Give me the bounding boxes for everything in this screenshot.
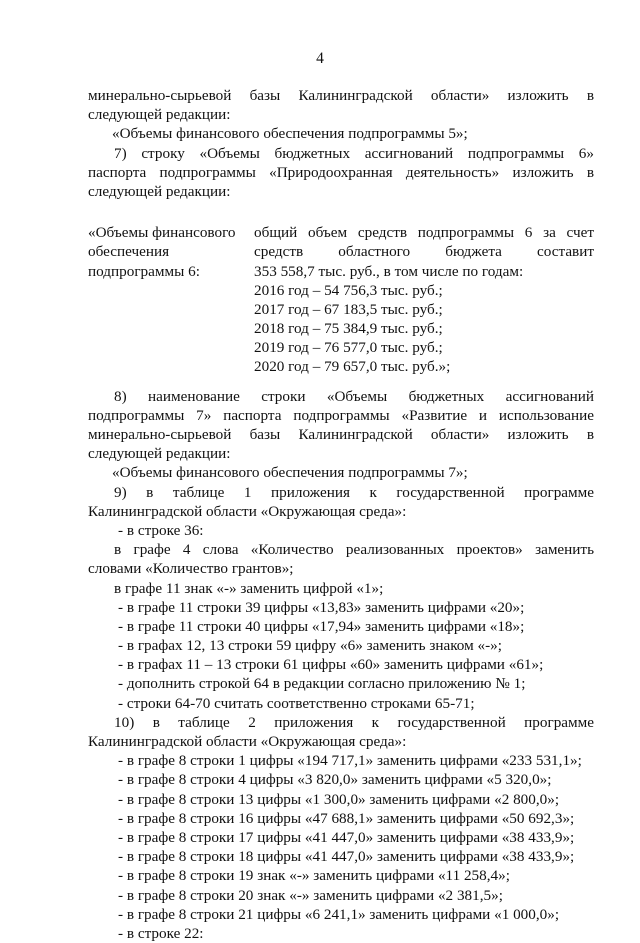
text-line: - в графах 11 – 13 строки 61 цифры «60» заменить цифрами «61»; — [118, 656, 544, 674]
table-value-line: 2018 год – 75 384,9 тыс. руб.; — [254, 320, 443, 338]
text-line: - в графе 11 строки 39 цифры «13,83» заменить цифрами «20»; — [118, 598, 525, 616]
text-line: Калининградской области «Окружающая среда»: — [88, 502, 407, 520]
text-line: - дополнить строкой 64 в редакции согласно приложению № 1; — [118, 675, 526, 693]
table-value-line: 353 558,7 тыс. руб., в том числе по годам: — [254, 262, 524, 280]
text-line: 7) строку «Объемы бюджетных ассигнований подпрограммы 6» — [114, 144, 594, 162]
table-value-line: 2016 год – 54 756,3 тыс. руб.; — [254, 281, 443, 299]
text-line: минерально-сырьевой базы Калининградской области» изложить в — [88, 426, 594, 443]
amendment-block-top — [88, 86, 594, 201]
text-line: - в графе 8 строки 18 цифры «41 447,0» заменить цифрами «38 433,9»; — [118, 848, 575, 866]
text-line: словами «Количество грантов»; — [88, 560, 294, 578]
text-line: - в графах 12, 13 строки 59 цифру «6» заменить знаком «-»; — [118, 637, 502, 655]
text-line: минерально-сырьевой базы Калининградской области» изложить в — [88, 87, 594, 104]
text-line: - в графе 8 строки 1 цифры «194 717,1» заменить цифрами «233 531,1»; — [118, 752, 582, 770]
table-value-line: 2020 год – 79 657,0 тыс. руб.»; — [254, 358, 451, 376]
passport-table-label-cell — [88, 223, 254, 377]
text-line: «Объемы финансового обеспечения подпрограммы 7»; — [112, 464, 468, 482]
text-line: паспорта подпрограммы «Природоохранная деятельность» изложить в — [88, 163, 594, 181]
document-body — [88, 86, 594, 943]
text-line: 10) в таблице 2 приложения к государственной программе — [114, 713, 594, 731]
table-value-line: 2019 год – 76 577,0 тыс. руб.; — [254, 339, 443, 357]
table-label-line: подпрограммы 6: — [88, 262, 200, 280]
text-line: - в графе 8 строки 19 знак «-» заменить цифрами «11 258,4»; — [118, 867, 510, 885]
text-line: - в графе 8 строки 4 цифры «3 820,0» заменить цифрами «5 320,0»; — [118, 771, 552, 789]
text-line: следующей редакции: — [88, 106, 231, 124]
text-line: следующей редакции: — [88, 445, 231, 463]
text-line: - в строке 36: — [118, 521, 204, 539]
table-label-line: «Объемы финансового — [88, 224, 236, 242]
passport-table — [88, 223, 594, 377]
table-value-line: средств областного бюджета составит — [254, 243, 594, 261]
text-line: 9) в таблице 1 приложения к государственной программе — [114, 483, 594, 501]
text-line: - в строке 22: — [118, 924, 204, 942]
page-number: 4 — [316, 50, 324, 67]
text-line: следующей редакции: — [88, 182, 231, 200]
text-line: подпрограммы 7» паспорта подпрограммы «Развитие и использование — [88, 406, 594, 424]
text-line: «Объемы финансового обеспечения подпрограммы 5»; — [112, 125, 468, 143]
text-line: в графе 4 слова «Количество реализованных проектов» заменить — [114, 541, 594, 559]
table-value-line: 2017 год – 67 183,5 тыс. руб.; — [254, 300, 443, 318]
table-value-line: общий объем средств подпрограммы 6 за счет — [254, 224, 594, 242]
text-line: - в графе 8 строки 17 цифры «41 447,0» заменить цифрами «38 433,9»; — [118, 828, 575, 846]
text-line: - в графе 8 строки 16 цифры «47 688,1» заменить цифрами «50 692,3»; — [118, 809, 575, 827]
amendment-block-bottom — [88, 387, 594, 943]
table-label-line: обеспечения — [88, 243, 170, 261]
text-line: в графе 11 знак «-» заменить цифрой «1»; — [114, 579, 384, 597]
text-line: - строки 64-70 считать соответственно строками 65-71; — [118, 694, 475, 712]
spacer — [88, 201, 594, 223]
text-line: 8) наименование строки «Объемы бюджетных ассигнований — [114, 387, 594, 405]
text-line: - в графе 11 строки 40 цифры «17,94» заменить цифрами «18»; — [118, 617, 525, 635]
text-line: - в графе 8 строки 20 знак «-» заменить цифрами «2 381,5»; — [118, 886, 503, 904]
text-line: - в графе 8 строки 13 цифры «1 300,0» заменить цифрами «2 800,0»; — [118, 790, 560, 808]
text-line: Калининградской области «Окружающая среда»: — [88, 733, 407, 750]
text-line: - в графе 8 строки 21 цифры «6 241,1» заменить цифрами «1 000,0»; — [118, 905, 560, 923]
spacer — [88, 377, 594, 387]
passport-table-value-cell — [254, 223, 594, 377]
